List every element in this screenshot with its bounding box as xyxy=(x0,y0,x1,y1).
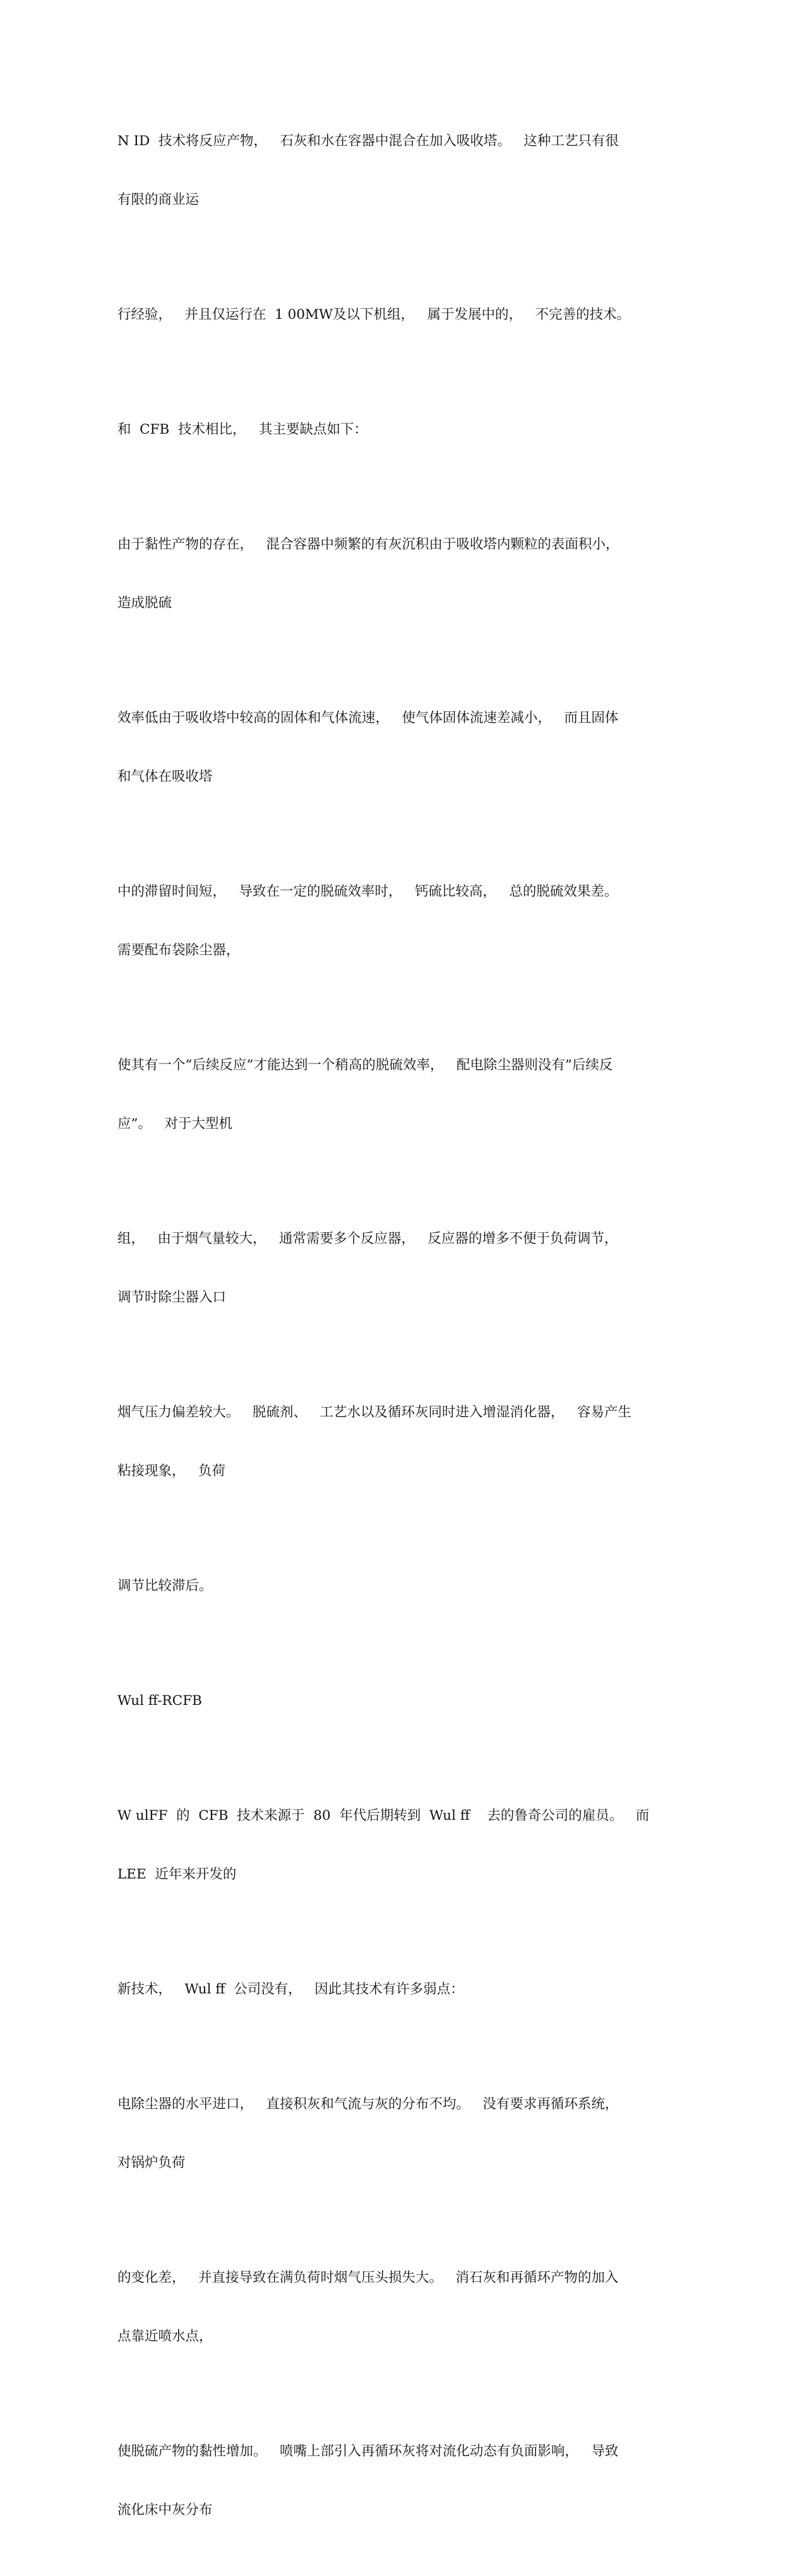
paragraph-line: 组， 由于烟气量较大， 通常需要多个反应器， 反应器的增多不便于负荷调节， xyxy=(117,1231,618,1247)
paragraph-line: 和 CFB 技术相比， 其主要缺点如下： xyxy=(117,422,368,437)
paragraph-line: 使其有一个”后续反应”才能达到一个稍高的脱硫效率， 配电除尘器则没有”后续反 xyxy=(117,1057,613,1073)
paragraph xyxy=(117,843,692,999)
paragraph-line: 电除尘器的水平进口， 直接积灰和气流与灰的分布不均。 没有要求再循环系统， xyxy=(117,2096,619,2112)
paragraph-line: 流化床中灰分布 xyxy=(117,2502,213,2518)
paragraph xyxy=(117,496,692,652)
paragraph xyxy=(117,1190,692,1346)
paragraph-line: 点靠近喷水点， xyxy=(117,2329,213,2344)
section-heading xyxy=(117,1652,692,1750)
paragraph-line: 应”。 对于大型机 xyxy=(117,1116,232,1132)
paragraph-line: 使脱硫产物的黏性增加。 喷嘴上部引入再循环灰将对流化动态有负面影响， 导致 xyxy=(117,2443,619,2459)
paragraph-line: 和气体在吸收塔 xyxy=(117,769,213,785)
paragraph xyxy=(117,2229,692,2385)
paragraph-line: 效率低由于吸收塔中较高的固体和气体流速， 使气体固体流速差减小， 而且固体 xyxy=(117,710,619,726)
paragraph-line: 调节比较滞后。 xyxy=(117,1578,213,1594)
section-heading-text: Wul ff-RCFB xyxy=(117,1693,202,1709)
paragraph xyxy=(117,2402,692,2559)
paragraph-line: 的变化差， 并直接导致在满负荷时烟气压头损失大。 消石灰和再循环产物的加入 xyxy=(117,2270,619,2286)
paragraph xyxy=(117,669,692,826)
paragraph-line: W ulFF 的 CFB 技术来源于 80 年代后期转到 Wul ff 去的鲁奇公司的雇员。 而 xyxy=(117,1808,650,1824)
paragraph-line: 由于黏性产物的存在， 混合容器中频繁的有灰沉积由于吸收塔内颗粒的表面积小， xyxy=(117,537,619,552)
paragraph-line: 中的滞留时间短， 导致在一定的脱硫效率时， 钙硫比较高， 总的脱硫效果差。 xyxy=(117,884,618,899)
paragraph-line: 造成脱硫 xyxy=(117,595,172,611)
paragraph xyxy=(117,92,692,249)
paragraph xyxy=(117,1363,692,1520)
paragraph-line: 新技术， Wul ff 公司没有， 因此其技术有许多弱点： xyxy=(117,1981,464,1997)
paragraph-line: 有限的商业运 xyxy=(117,192,200,208)
paragraph xyxy=(117,1767,692,1923)
paragraph xyxy=(117,1940,692,2038)
paragraph xyxy=(117,266,692,364)
paragraph xyxy=(117,1537,692,1635)
paragraph-line: 烟气压力偏差较大。 脱硫剂、 工艺水以及循环灰同时进入增湿消化器， 容易产生 xyxy=(117,1404,632,1420)
paragraph-line: 粘接现象， 负荷 xyxy=(117,1463,226,1479)
paragraph xyxy=(117,381,692,478)
paragraph-line: N ID 技术将反应产物， 石灰和水在容器中混合在加入吸收塔。 这种工艺只有很 xyxy=(117,133,619,149)
paragraph-line: 行经验， 并且仅运行在 1 00MW及以下机组， 属于发展中的， 不完善的技术。 xyxy=(117,307,631,323)
paragraph-line: 调节时除尘器入口 xyxy=(117,1290,227,1305)
paragraph xyxy=(117,2055,692,2212)
paragraph-line: LEE 近年来开发的 xyxy=(117,1867,237,1882)
paragraph-line: 对锅炉负荷 xyxy=(117,2155,186,2171)
document-body xyxy=(117,92,692,2576)
paragraph-line: 需要配布袋除尘器， xyxy=(117,942,240,958)
paragraph xyxy=(117,1016,692,1173)
